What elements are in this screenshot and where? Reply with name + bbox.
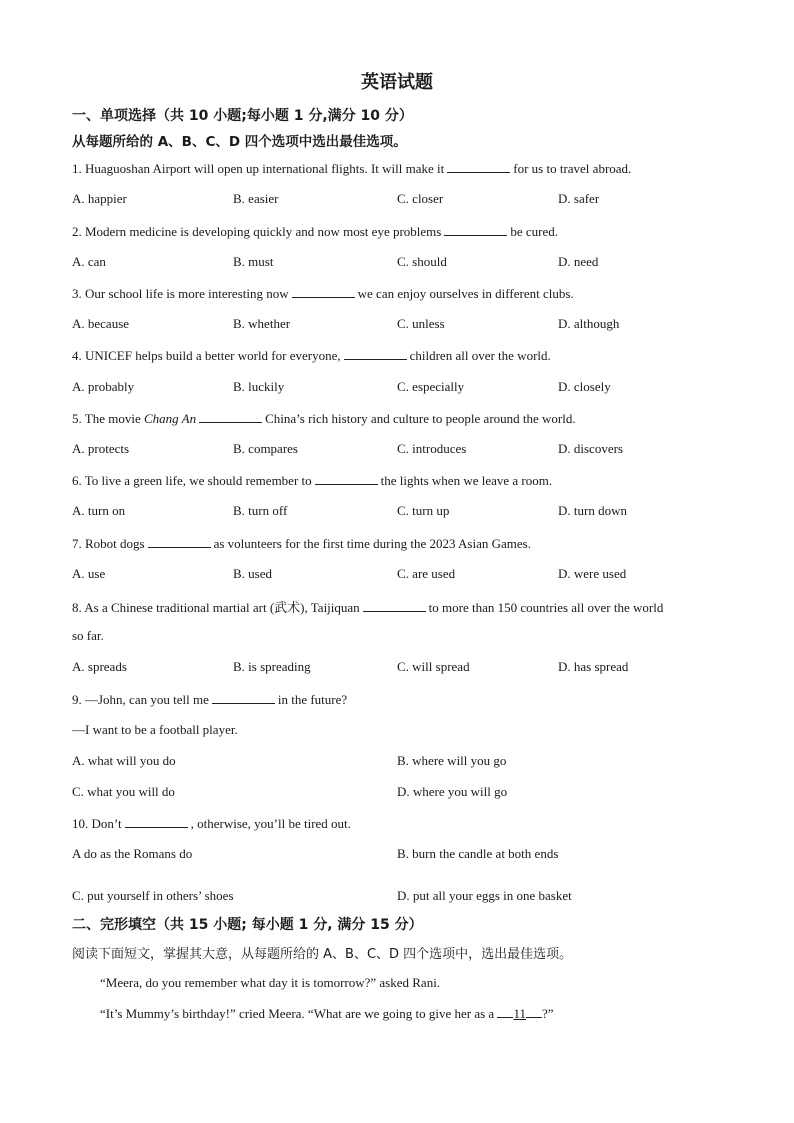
question-10 (72, 815, 351, 832)
question-text: in the future? (277, 692, 348, 707)
question-text: as volunteers for the first time during the 2023 Asian Games. (213, 536, 531, 551)
section1-instruction: 从每题所给的 A、B、C、D 四个选项中选出最佳选项。 (72, 134, 407, 150)
answer-blank (292, 285, 355, 298)
question-text: to more than 150 countries all over the world (428, 600, 664, 615)
question-8 (72, 597, 663, 616)
blank-underline (497, 1006, 513, 1018)
answer-blank (363, 599, 426, 612)
option-d: D. safer (558, 191, 600, 206)
options-2 (72, 254, 732, 272)
section2-heading: 二、完形填空（共 15 小题; 每小题 1 分, 满分 15 分） (72, 917, 423, 933)
option-d: D. were used (558, 566, 627, 581)
option-a: A. use (72, 566, 106, 581)
options-9-row2 (72, 784, 732, 802)
question-1 (72, 160, 631, 177)
options-6 (72, 503, 732, 521)
question-5 (72, 410, 576, 427)
option-c: C. what you will do (72, 784, 175, 799)
options-1 (72, 191, 732, 209)
option-b: B. whether (233, 316, 291, 331)
section1-heading: 一、单项选择（共 10 小题;每小题 1 分,满分 10 分） (72, 108, 413, 124)
movie-title: Chang An (143, 411, 197, 426)
answer-blank (315, 472, 378, 485)
question-text: be cured. (510, 224, 558, 239)
option-a: A. happier (72, 191, 127, 206)
blank-underline (526, 1006, 542, 1018)
section2-instruction: 阅读下面短文，掌握其大意，从每题所给的 A、B、C、D 四个选项中，选出最佳选项。 (72, 947, 573, 962)
question-text: 10. Don’t (72, 816, 122, 831)
option-d: D. turn down (558, 503, 627, 518)
option-b: B. compares (233, 441, 298, 456)
options-10-row1 (72, 846, 732, 864)
options-7 (72, 566, 732, 584)
option-c: C. put yourself in others’ shoes (72, 888, 234, 903)
option-a: A. protects (72, 441, 130, 456)
option-c: C. are used (397, 566, 456, 581)
question-text: China’s rich history and culture to people around the world. (265, 411, 576, 426)
option-a: A. turn on (72, 503, 126, 518)
option-d: D. discovers (558, 441, 623, 456)
question-text: for us to travel abroad. (513, 161, 632, 176)
question-4 (72, 347, 551, 364)
answer-blank (199, 410, 262, 423)
option-d: D. put all your eggs in one basket (397, 888, 572, 903)
question-9-reply: —I want to be a football player. (72, 722, 238, 737)
option-c: C. closer (397, 191, 444, 206)
question-text: children all over the world. (409, 348, 551, 363)
answer-blank (212, 691, 275, 704)
option-d: D. closely (558, 379, 611, 394)
question-text: 4. UNICEF helps build a better world for everyone, (72, 348, 341, 363)
option-c: C. should (397, 254, 447, 269)
answer-blank (447, 160, 510, 173)
passage-paragraph-2 (100, 1006, 554, 1022)
options-10-row2 (72, 888, 732, 906)
answer-blank (344, 347, 407, 360)
answer-blank (148, 535, 211, 548)
option-b: B. used (233, 566, 272, 581)
options-5 (72, 441, 732, 459)
option-a: A. can (72, 254, 106, 269)
question-9 (72, 691, 347, 708)
question-text: 3. Our school life is more interesting now (72, 286, 289, 301)
question-8-continued: so far. (72, 628, 104, 643)
options-9-row1 (72, 753, 732, 771)
question-text: the lights when we leave a room. (380, 473, 553, 488)
answer-blank (125, 815, 188, 828)
question-text: 8. As a Chinese traditional martial art (武术), Taijiquan (72, 600, 360, 615)
question-text: we can enjoy ourselves in different clubs. (357, 286, 574, 301)
option-b: B. turn off (233, 503, 288, 518)
option-d: D. where you will go (397, 784, 508, 799)
question-3 (72, 285, 574, 302)
option-d: D. need (558, 254, 599, 269)
option-d: D. although (558, 316, 620, 331)
option-c: C. will spread (397, 659, 470, 674)
option-b: B. burn the candle at both ends (397, 846, 559, 861)
option-d: D. has spread (558, 659, 629, 674)
option-b: B. luckily (233, 379, 285, 394)
options-8 (72, 659, 732, 677)
option-a: A. spreads (72, 659, 127, 674)
option-c: C. especially (397, 379, 465, 394)
page-title: 英语试题 (361, 72, 433, 93)
option-a: A. because (72, 316, 130, 331)
option-b: B. must (233, 254, 274, 269)
option-b: B. is spreading (233, 659, 311, 674)
question-text: 9. —John, can you tell me (72, 692, 209, 707)
option-c: C. unless (397, 316, 445, 331)
passage-text: “It’s Mummy’s birthday!” cried Meera. “What are we going to give her as a (100, 1006, 495, 1021)
question-text: 6. To live a green life, we should remember to (72, 473, 312, 488)
question-2 (72, 223, 558, 240)
options-4 (72, 379, 732, 397)
options-3 (72, 316, 732, 334)
question-text: , otherwise, you’ll be tired out. (190, 816, 351, 831)
question-6 (72, 472, 552, 489)
option-a: A. what will you do (72, 753, 176, 768)
option-c: C. turn up (397, 503, 450, 518)
passage-paragraph-1: “Meera, do you remember what day it is tomorrow?” asked Rani. (100, 975, 441, 990)
option-b: B. easier (233, 191, 279, 206)
option-c: C. introduces (397, 441, 467, 456)
passage-text: ?” (541, 1006, 554, 1021)
option-a: A do as the Romans do (72, 846, 193, 861)
question-7 (72, 535, 531, 552)
blank-number: 11 (513, 1006, 526, 1021)
answer-blank (444, 223, 507, 236)
option-b: B. where will you go (397, 753, 507, 768)
question-text: 7. Robot dogs (72, 536, 145, 551)
question-text: 5. The movie (72, 411, 141, 426)
question-text: 1. Huaguoshan Airport will open up international flights. It will make it (72, 161, 445, 176)
question-text: 2. Modern medicine is developing quickly and now most eye problems (72, 224, 442, 239)
option-a: A. probably (72, 379, 135, 394)
